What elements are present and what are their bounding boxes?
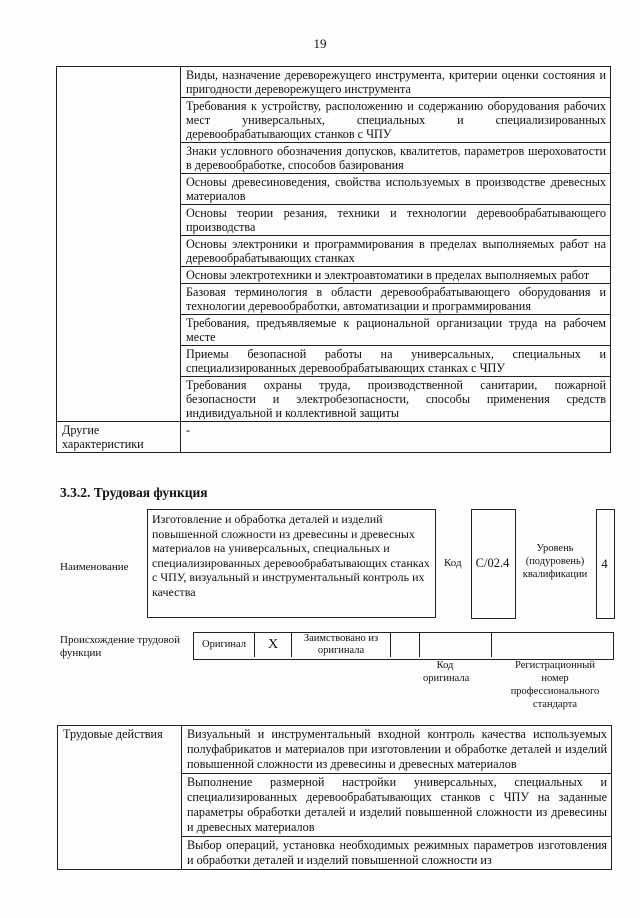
- other-characteristics-value: -: [181, 422, 611, 453]
- table-cell: Знаки условного обозначения допусков, квалитетов, параметров шероховатости в деревообработке, способов базирования: [181, 143, 611, 174]
- table-cell: Приемы безопасной работы на универсальных, специальных и специализированных деревообрабатывающих станках с ЧПУ: [181, 346, 611, 377]
- name-label: Наименование: [60, 561, 129, 573]
- origin-label: Происхождение трудовой функции: [60, 634, 181, 659]
- page-number: 19: [313, 36, 327, 51]
- table-cell: Основы древесиноведения, свойства используемых в производстве древесных материалов: [181, 174, 611, 205]
- blank-cell: [391, 633, 420, 657]
- code-original-cell: [420, 633, 492, 657]
- table-row: [57, 422, 611, 453]
- table-cell: Основы электротехники и электроавтоматики в пределах выполняемых работ: [181, 267, 611, 284]
- code-value: С/02.4: [475, 556, 510, 570]
- reg-number-label: Регистрационный номер профессионального стандарта: [510, 660, 600, 710]
- original-label: Оригинал: [194, 633, 255, 657]
- table-cell: Требования, предъявляемые к рациональной организации труда на рабочем месте: [181, 315, 611, 346]
- table-cell: Основы электроники и программирования в пределах выполняемых работ на деревообрабатывающих станках: [181, 236, 611, 267]
- section-title: 3.3.2. Трудовая функция: [60, 485, 208, 500]
- table-cell: Визуальный и инструментальный входной контроль качества используемых полуфабрикатов и материалов при изготовлении и обработке деталей и изделий повышенной сложности из древесины и древесных материалов: [182, 726, 612, 774]
- table-cell: Выполнение размерной настройки универсальных, специальных и специализированных деревообрабатывающих станков с ЧПУ на заданные параметры обработки деталей и изделий повышенной сложности из древесины и древесных материалов: [182, 774, 612, 837]
- level-label: Уровень (подуровень) квалификации: [522, 543, 588, 580]
- code-original-label: Код оригинала: [423, 660, 470, 684]
- origin-row: [193, 632, 614, 660]
- actions-table: [57, 725, 612, 870]
- table-cell: Основы теории резания, техники и технологии деревообрабатывающего производства: [181, 205, 611, 236]
- code-label: Код: [444, 557, 462, 569]
- original-mark: X: [255, 633, 292, 657]
- level-value: 4: [601, 556, 608, 571]
- other-characteristics-label: Другие характеристики: [57, 422, 181, 453]
- actions-label: Трудовые действия: [58, 726, 182, 870]
- table-cell: Виды, назначение дереворежущего инструмента, критерии оценки состояния и пригодности дереворежущего инструмента: [181, 67, 611, 98]
- table-row: [57, 67, 611, 98]
- category-cell: [57, 67, 181, 422]
- borrowed-label: Заимствовано из оригинала: [292, 633, 391, 657]
- name-value: Изготовление и обработка деталей и изделий повышенной сложности из древесины и древесных материалов на универсальных, специальных и специализированных деревообрабатывающих станках с ЧПУ, визуальный и инструментальный контроль их качества: [147, 509, 436, 618]
- reg-number-cell: [492, 633, 612, 657]
- table-cell: Базовая терминология в области деревообрабатывающего оборудования и технологии деревообработки, автоматизации и программирования: [181, 284, 611, 315]
- table-row: [58, 726, 612, 774]
- table-cell: Выбор операций, установка необходимых режимных параметров изготовления и обработки деталей и изделий повышенной сложности из: [182, 837, 612, 870]
- knowledge-table: [56, 66, 611, 453]
- table-cell: Требования охраны труда, производственной санитарии, пожарной безопасности и электробезопасности, способы применения средств индивидуальной и коллективной защиты: [181, 377, 611, 422]
- table-cell: Требования к устройству, расположению и содержанию оборудования рабочих мест универсальных, специальных и специализированных деревообрабатывающих станков с ЧПУ: [181, 98, 611, 143]
